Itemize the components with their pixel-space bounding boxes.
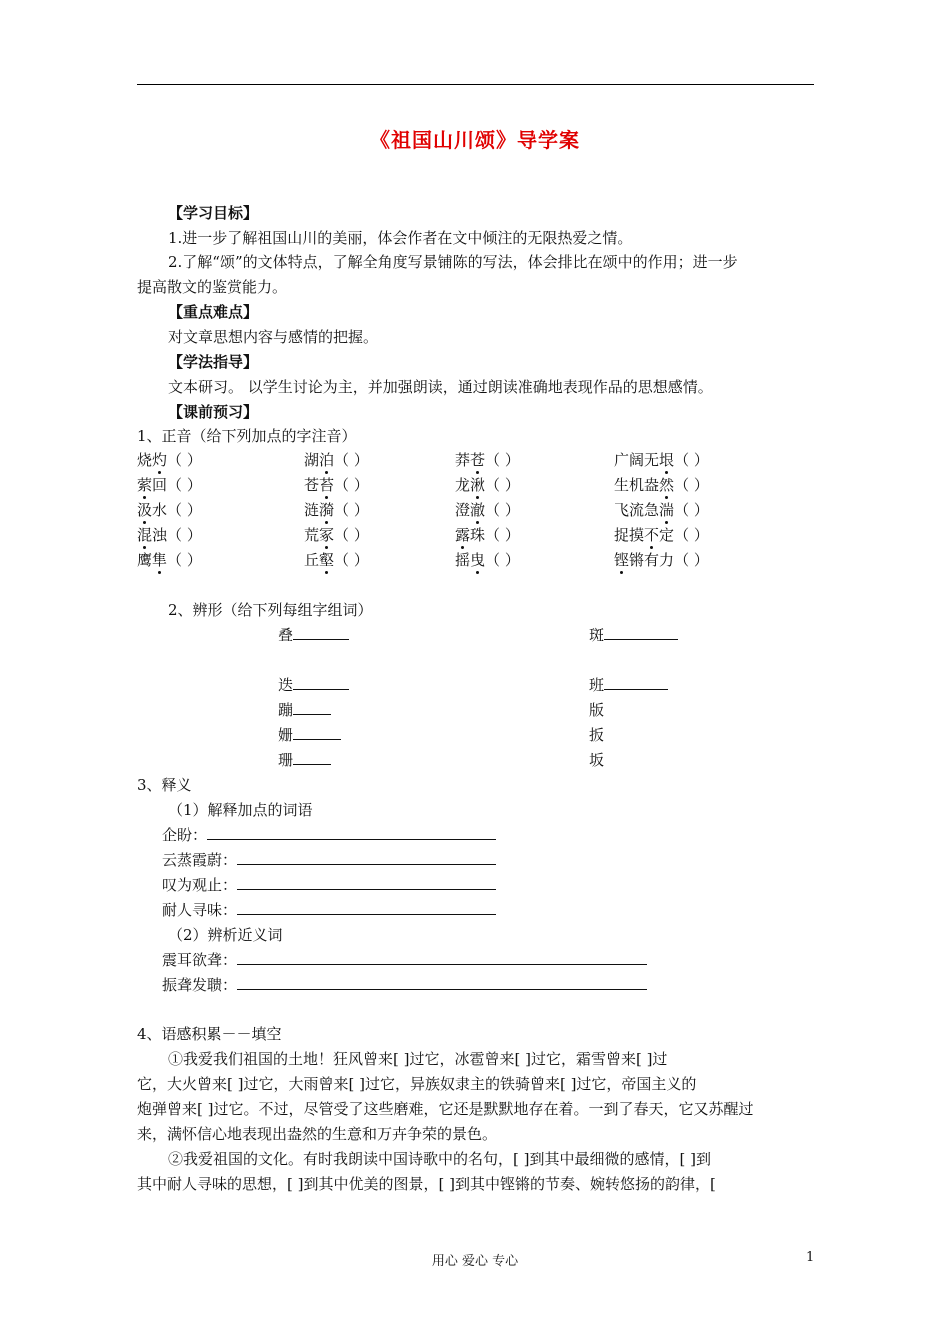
answer-blank[interactable] bbox=[293, 724, 341, 740]
method-heading: 【学法指导】 bbox=[168, 353, 259, 371]
shape-char-left: 姗 bbox=[278, 724, 341, 746]
pronunciation-item: 摇曳（ ） bbox=[455, 551, 520, 569]
term-line: 震耳欲聋： bbox=[162, 949, 647, 971]
pronunciation-item: 广阔无垠（ ） bbox=[614, 451, 709, 469]
page-title: 《祖国山川颂》导学案 bbox=[370, 128, 580, 152]
pronunciation-item: 龙湫（ ） bbox=[455, 476, 520, 494]
pronunciation-row bbox=[137, 499, 817, 521]
shape-char-left: 蹦 bbox=[278, 699, 331, 721]
pronunciation-item: 萦回（ ） bbox=[137, 476, 202, 494]
pronunciation-item: 烧灼（ ） bbox=[137, 451, 202, 469]
shape-char-right: 坂 bbox=[589, 751, 605, 769]
pronunciation-item: 铿锵有力（ ） bbox=[614, 551, 709, 569]
pronunciation-item: 苍苔（ ） bbox=[304, 476, 369, 494]
term-line: 叹为观止： bbox=[162, 874, 496, 896]
shape-char-right: 班 bbox=[589, 674, 668, 696]
pronunciation-item: 莽苍（ ） bbox=[455, 451, 520, 469]
pronunciation-item: 丘壑（ ） bbox=[304, 551, 369, 569]
keypoints-text: 对文章思想内容与感情的把握。 bbox=[168, 328, 379, 346]
term-line: 耐人寻味： bbox=[162, 899, 496, 921]
answer-blank[interactable] bbox=[237, 974, 647, 990]
pronunciation-heading: 1、正音（给下列加点的字注音） bbox=[137, 427, 357, 445]
shape-char-left: 叠 bbox=[278, 624, 349, 646]
paragraph-line: ①我爱我们祖国的土地！狂风曾来[ ]过它，冰雹曾来[ ]过它，霜雪曾来[ ]过 bbox=[168, 1050, 668, 1068]
pronunciation-row bbox=[137, 449, 817, 471]
meaning-sub-2: （2）辨析近义词 bbox=[168, 926, 283, 944]
term-line: 企盼： bbox=[162, 824, 496, 846]
answer-blank[interactable] bbox=[237, 899, 496, 915]
method-text: 文本研习。 以学生讨论为主，并加强朗读，通过朗读准确地表现作品的思想感情。 bbox=[168, 378, 713, 396]
pronunciation-item: 捉摸不定（ ） bbox=[614, 526, 709, 544]
answer-blank[interactable] bbox=[293, 674, 349, 690]
paragraph-line: 来，满怀信心地表现出盎然的生意和万卉争荣的景色。 bbox=[137, 1125, 498, 1143]
pronunciation-row bbox=[137, 524, 817, 546]
objective-item-2-cont: 提高散文的鉴赏能力。 bbox=[137, 278, 288, 296]
paragraph-line: 其中耐人寻味的思想，[ ]到其中优美的图景，[ ]到其中铿锵的节奏、婉转悠扬的韵律，[ bbox=[137, 1175, 716, 1193]
pronunciation-row bbox=[137, 549, 817, 571]
answer-blank[interactable] bbox=[293, 699, 331, 715]
term-line: 振聋发聩： bbox=[162, 974, 647, 996]
pronunciation-item: 混浊（ ） bbox=[137, 526, 202, 544]
meaning-heading: 3、释义 bbox=[137, 776, 192, 794]
objectives-heading: 【学习目标】 bbox=[168, 204, 259, 222]
answer-blank[interactable] bbox=[604, 674, 668, 690]
shape-char-right: 版 bbox=[589, 701, 605, 719]
pronunciation-item: 生机盎然（ ） bbox=[614, 476, 709, 494]
pronunciation-item: 露珠（ ） bbox=[455, 526, 520, 544]
answer-blank[interactable] bbox=[293, 624, 349, 640]
shape-char-left: 珊 bbox=[278, 749, 331, 771]
shape-char-left: 迭 bbox=[278, 674, 349, 696]
shape-char-right: 扳 bbox=[589, 726, 605, 744]
fill-heading: 4、语感积累－－填空 bbox=[137, 1025, 282, 1043]
pronunciation-row bbox=[137, 474, 817, 496]
objective-item-2: 2.了解“颂”的文体特点，了解全角度写景铺陈的写法，体会排比在颂中的作用；进一步 bbox=[168, 253, 738, 271]
pronunciation-item: 汲水（ ） bbox=[137, 501, 202, 519]
answer-blank[interactable] bbox=[207, 824, 496, 840]
preview-heading: 【课前预习】 bbox=[168, 403, 259, 421]
pronunciation-item: 澄澈（ ） bbox=[455, 501, 520, 519]
answer-blank[interactable] bbox=[293, 749, 331, 765]
pronunciation-item: 涟漪（ ） bbox=[304, 501, 369, 519]
paragraph-line: 炮弹曾来[ ]过它。不过，尽管受了这些磨难，它还是默默地存在着。一到了春天，它又苏醒过 bbox=[137, 1100, 754, 1118]
footer-motto: 用心 爱心 专心 bbox=[431, 1254, 519, 1269]
paragraph-line: ②我爱祖国的文化。有时我朗读中国诗歌中的名句，[ ]到其中最细微的感情，[ ]到 bbox=[168, 1150, 711, 1168]
paragraph-line: 它，大火曾来[ ]过它，大雨曾来[ ]过它，异族奴隶主的铁骑曾来[ ]过它，帝国主义的 bbox=[137, 1075, 697, 1093]
page-number: 1 bbox=[806, 1250, 815, 1265]
answer-blank[interactable] bbox=[237, 949, 647, 965]
header-rule bbox=[137, 84, 814, 85]
shape-heading: 2、辨形（给下列每组字组词） bbox=[168, 601, 373, 619]
answer-blank[interactable] bbox=[237, 874, 496, 890]
term-line: 云蒸霞蔚： bbox=[162, 849, 496, 871]
pronunciation-item: 荒冢（ ） bbox=[304, 526, 369, 544]
pronunciation-item: 鹰隼（ ） bbox=[137, 551, 202, 569]
keypoints-heading: 【重点难点】 bbox=[168, 303, 259, 321]
objective-item-1: 1.进一步了解祖国山川的美丽，体会作者在文中倾注的无限热爱之情。 bbox=[168, 229, 633, 247]
answer-blank[interactable] bbox=[604, 624, 678, 640]
answer-blank[interactable] bbox=[237, 849, 496, 865]
meaning-sub-1: （1）解释加点的词语 bbox=[168, 801, 313, 819]
pronunciation-item: 湖泊（ ） bbox=[304, 451, 369, 469]
pronunciation-item: 飞流急湍（ ） bbox=[614, 501, 709, 519]
shape-char-right: 斑 bbox=[589, 624, 678, 646]
